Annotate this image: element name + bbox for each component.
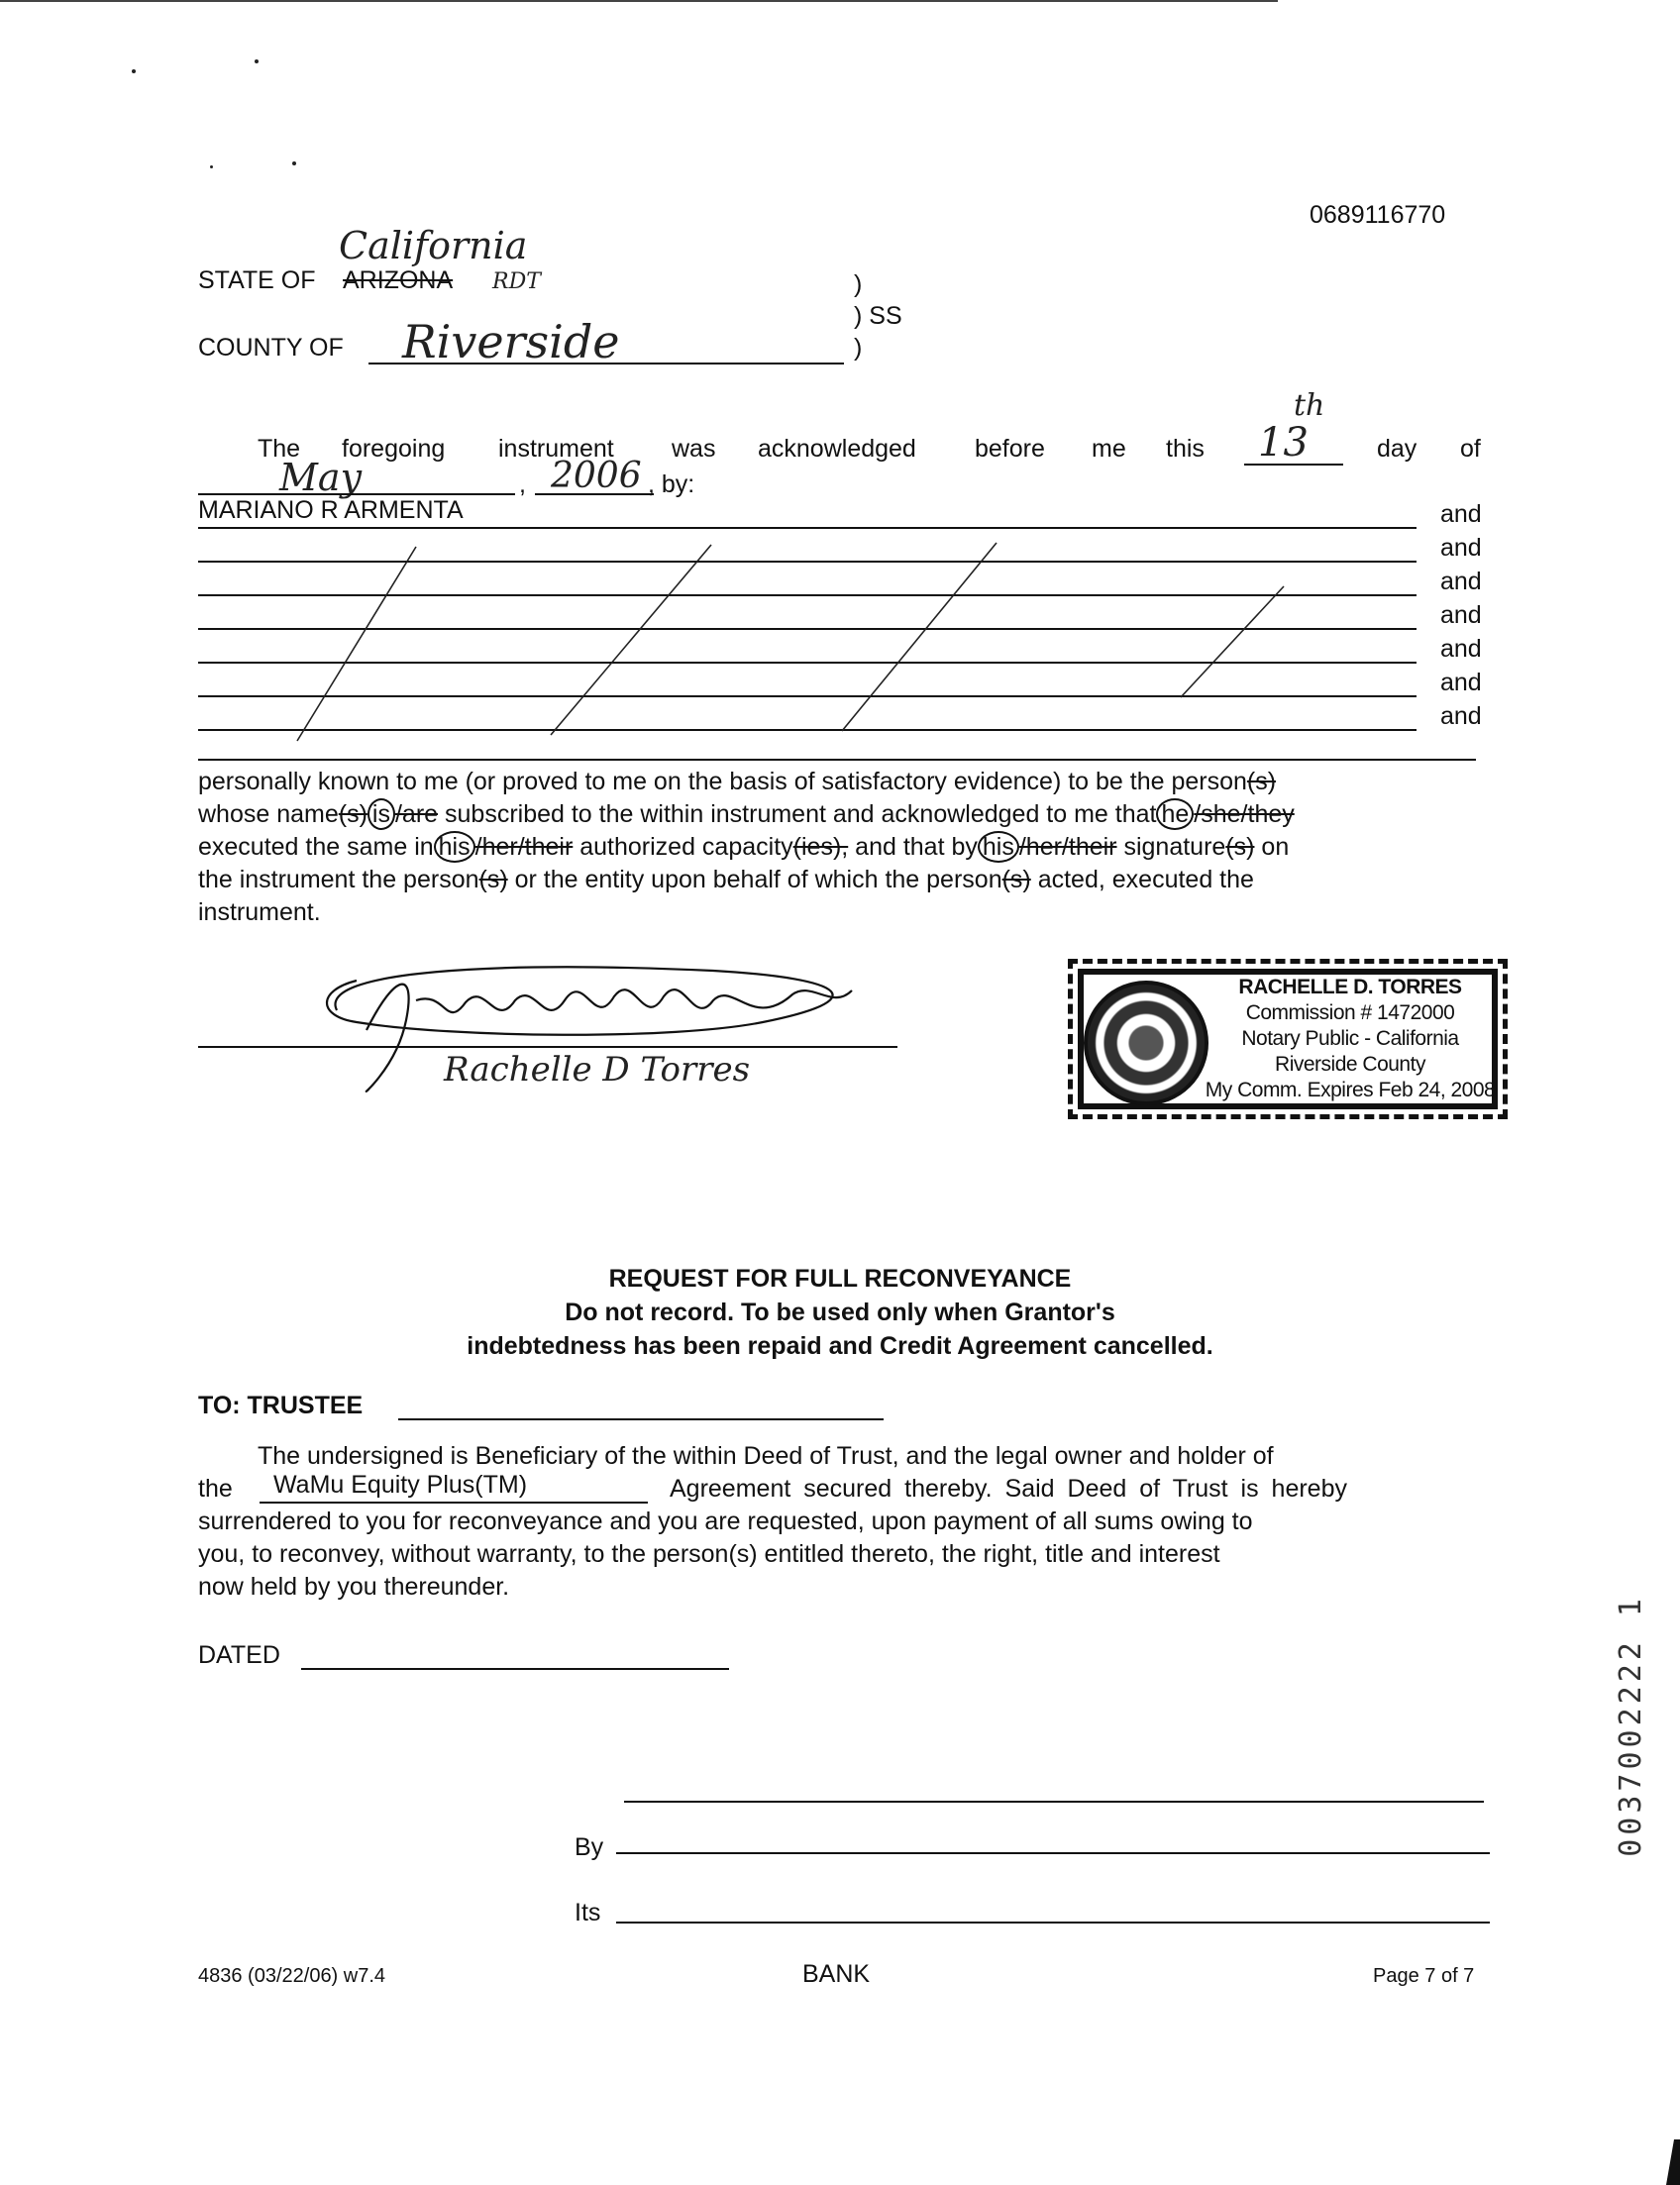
county-label: COUNTY OF — [198, 334, 344, 362]
circled-is: is — [368, 798, 395, 830]
day-suffix-handwritten: th — [1294, 388, 1325, 423]
ack-word-foregoing: foregoing — [342, 435, 446, 463]
recon-line-4: you, to reconvey, without warranty, to the person(s) entitled thereto, the right, title and interest — [198, 1540, 1220, 1568]
body-text-3a: executed the same in — [198, 833, 434, 861]
body-line-5: instrument. — [198, 898, 321, 926]
body-text-4b: or the entity upon behalf of which the person — [507, 866, 1002, 893]
and-label-2: and — [1440, 534, 1482, 562]
ack-word-acknowledged: acknowledged — [758, 435, 916, 463]
body-text-2b: subscribed to the within instrument and acknowledged to me that — [438, 800, 1157, 828]
footer-form-number: 4836 (03/22/06) w7.4 — [198, 1965, 386, 1987]
crossout-stroke — [551, 545, 711, 735]
crossout-strokes — [0, 0, 1680, 792]
side-number-text: 0037002222 1 — [1614, 1595, 1648, 1857]
ack-word-instrument: instrument — [498, 435, 614, 463]
struck-s-1: (s) — [1246, 768, 1277, 795]
ack-word-me: me — [1092, 435, 1126, 463]
its-label: Its — [575, 1899, 601, 1926]
stamp-expires: My Comm. Expires Feb 24, 2008 — [1205, 1079, 1496, 1101]
recon-line-2a: the — [198, 1475, 233, 1503]
stamp-name: RACHELLE D. TORRES — [1238, 976, 1462, 998]
struck-s-5: (s) — [1001, 866, 1031, 893]
recon-line-1: The undersigned is Beneficiary of the within Deed of Trust, and the legal owner and holder of — [258, 1442, 1274, 1470]
stamp-commission: Commission # 1472000 — [1245, 1001, 1455, 1024]
product-name: WaMu Equity Plus(TM) — [273, 1471, 528, 1499]
ack-word-this: this — [1166, 435, 1205, 463]
dated-label: DATED — [198, 1641, 280, 1669]
signature-loop — [327, 967, 833, 1034]
stamp-county: Riverside County — [1275, 1053, 1425, 1076]
state-struck: ARIZONA — [343, 266, 454, 294]
product-line — [260, 1502, 648, 1504]
body-line-3 — [198, 832, 1289, 862]
struck-s-4: (s) — [478, 866, 508, 893]
by-signature-label: By — [575, 1833, 604, 1861]
and-label-1: and — [1440, 500, 1482, 528]
notary-signature — [297, 931, 911, 1119]
side-document-number — [1614, 1595, 1648, 1857]
footer-bank: BANK — [802, 1960, 871, 1988]
crossout-stroke — [1181, 586, 1284, 697]
struck-her-their-2: /her/their — [1018, 833, 1117, 861]
signature-block-line — [624, 1801, 1484, 1803]
crossout-stroke — [842, 543, 997, 731]
venue-paren-1: ) — [854, 270, 863, 298]
body-text-1: personally known to me (or proved to me on the basis of satisfactory evidence) to be the person — [198, 768, 1247, 795]
reconveyance-sub-1: Do not record. To be used only when Grantor's — [565, 1299, 1115, 1326]
month-handwritten: May — [279, 456, 363, 499]
body-line-2 — [198, 799, 1295, 829]
trustee-line — [398, 1418, 884, 1420]
body-text-3e: on — [1254, 833, 1290, 861]
recon-line-3: surrendered to you for reconveyance and you are requested, upon payment of all sums owing to — [198, 1508, 1253, 1535]
state-initials: RDT — [492, 269, 541, 294]
circled-his-2: his — [978, 831, 1019, 863]
ack-word-before: before — [975, 435, 1045, 463]
body-text-4c: acted, executed the — [1030, 866, 1254, 893]
notary-seal-icon — [1084, 981, 1208, 1105]
document-number: 0689116770 — [1310, 201, 1446, 229]
body-line-4 — [198, 865, 1254, 894]
and-label-7: and — [1440, 702, 1482, 730]
signature-line — [198, 1046, 897, 1048]
ack-word-the: The — [258, 435, 301, 463]
body-text-3c: and that by — [848, 833, 978, 861]
state-handwritten: California — [339, 224, 528, 267]
signature-printed-handwritten: Rachelle D Torres — [444, 1050, 751, 1090]
struck-she-they: /she/they — [1194, 800, 1295, 828]
and-label-6: and — [1440, 669, 1482, 696]
venue-ss: ) SS — [854, 302, 902, 330]
venue-paren-2: ) — [854, 334, 863, 362]
struck-her-their-1: /her/their — [474, 833, 574, 861]
scan-edge-artifact — [1654, 2139, 1680, 2185]
reconveyance-sub-2: indebtedness has been repaid and Credit Agreement cancelled. — [467, 1332, 1213, 1360]
circled-his-1: his — [434, 831, 475, 863]
ack-day-label: day — [1377, 435, 1418, 463]
signer-name: MARIANO R ARMENTA — [198, 496, 464, 524]
circled-he: he — [1156, 798, 1194, 830]
stamp-title: Notary Public - California — [1241, 1027, 1459, 1050]
its-line — [616, 1922, 1490, 1924]
state-label: STATE OF — [198, 266, 316, 294]
dated-line — [301, 1668, 729, 1670]
year-handwritten: 2006 — [551, 456, 642, 496]
body-text-3d: signature — [1116, 833, 1226, 861]
and-label-5: and — [1440, 635, 1482, 663]
and-label-4: and — [1440, 601, 1482, 629]
month-comma: , — [519, 470, 526, 498]
struck-ies: (ies), — [792, 833, 849, 861]
body-text-3b: authorized capacity — [573, 833, 793, 861]
body-line-1 — [198, 767, 1276, 796]
crossout-stroke — [297, 547, 416, 741]
struck-s-3: (s) — [1225, 833, 1255, 861]
day-handwritten: 13 — [1258, 420, 1309, 466]
body-text-4a: the instrument the person — [198, 866, 479, 893]
to-trustee-label: TO: TRUSTEE — [198, 1392, 364, 1419]
recon-line-2b: Agreement secured thereby. Said Deed of Trust is hereby — [670, 1475, 1347, 1503]
struck-are: /are — [394, 800, 439, 828]
by-line — [616, 1852, 1490, 1854]
by-label: , by: — [648, 470, 695, 498]
and-label-3: and — [1440, 568, 1482, 595]
county-handwritten: Riverside — [402, 315, 620, 368]
ack-word-was: was — [672, 435, 716, 463]
ack-of-label: of — [1460, 435, 1481, 463]
reconveyance-title: REQUEST FOR FULL RECONVEYANCE — [608, 1265, 1072, 1293]
struck-s-2: (s) — [338, 800, 368, 828]
recon-line-5: now held by you thereunder. — [198, 1573, 510, 1601]
body-text-2a: whose name — [198, 800, 339, 828]
footer-page: Page 7 of 7 — [1373, 1965, 1475, 1987]
